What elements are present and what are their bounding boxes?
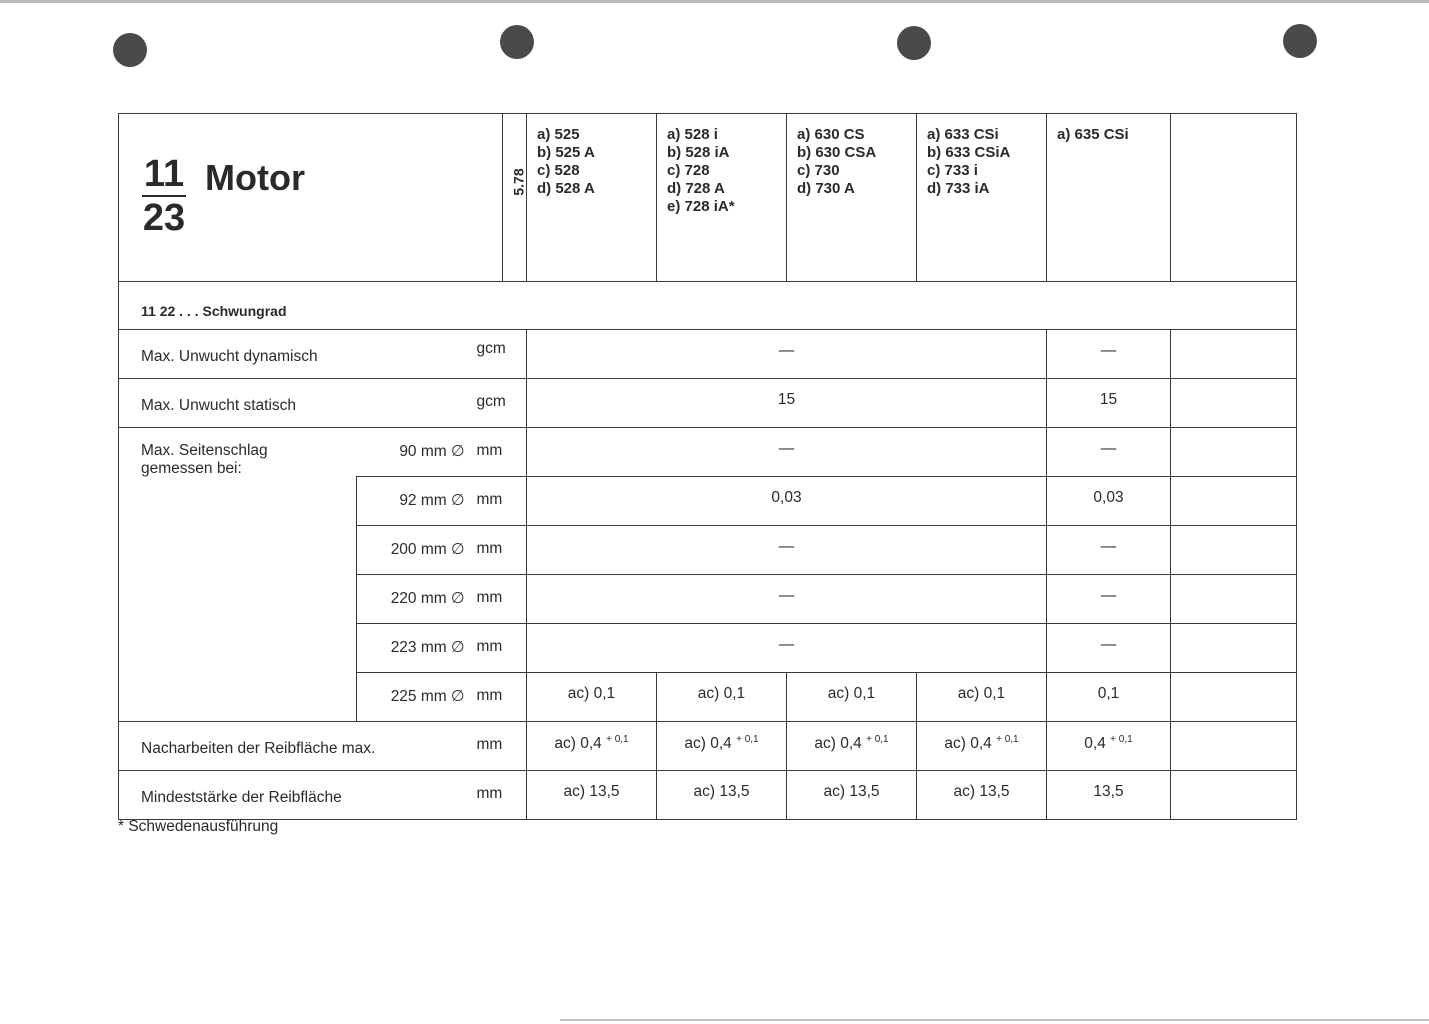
empty-cell: [1171, 575, 1297, 624]
empty-cell: [1171, 771, 1297, 820]
model-label: d) 728 A: [667, 180, 725, 197]
unit: gcm: [477, 330, 527, 379]
model-label: a) 630 CS: [797, 126, 865, 143]
unit: mm: [477, 624, 527, 673]
row-seitenschlag-90: [119, 428, 1297, 477]
empty-cell: [1171, 624, 1297, 673]
value: 13,5: [1047, 771, 1171, 820]
model-column-3: [787, 114, 917, 282]
unit: mm: [477, 477, 527, 526]
unit: mm: [477, 575, 527, 624]
value: ac) 13,5: [787, 771, 917, 820]
model-label: a) 525: [537, 126, 580, 143]
value: 0,1: [1047, 673, 1171, 722]
tolerance: + 0,1: [866, 734, 889, 745]
tolerance: + 0,1: [996, 734, 1019, 745]
value: [917, 722, 1047, 771]
value: ac) 0,1: [917, 673, 1047, 722]
tolerance: + 0,1: [606, 734, 629, 745]
row-unwucht-dynamisch: [119, 330, 1297, 379]
diameter: 92 mm ∅: [357, 477, 477, 526]
tolerance: + 0,1: [736, 734, 759, 745]
empty-cell: [1171, 477, 1297, 526]
punch-hole: [1283, 24, 1317, 58]
value: 0,03: [1047, 477, 1171, 526]
page-title: Motor: [205, 157, 305, 198]
model-label: d) 730 A: [797, 180, 855, 197]
spec-table: [118, 113, 1297, 820]
section-title: [142, 153, 305, 239]
value-text: ac) 0,4: [554, 735, 602, 753]
footnote: * Schwedenausführung: [118, 818, 279, 835]
unit: mm: [477, 673, 527, 722]
tolerance: + 0,1: [1110, 734, 1133, 745]
empty-cell: [1171, 330, 1297, 379]
row-unwucht-statisch: [119, 379, 1297, 428]
value: —: [527, 330, 1047, 379]
empty-column: [1171, 114, 1297, 282]
model-label: d) 733 iA: [927, 180, 990, 197]
punch-hole: [500, 25, 534, 59]
issue-date: 5.78: [510, 168, 527, 196]
unit: mm: [477, 722, 527, 771]
value: —: [527, 428, 1047, 477]
value: —: [527, 575, 1047, 624]
unit: mm: [477, 428, 527, 477]
row-label: Max. Unwucht dynamisch: [119, 330, 477, 379]
row-label: Mindeststärke der Reibfläche: [141, 789, 342, 806]
value: —: [527, 624, 1047, 673]
subsection-number: 23: [142, 197, 186, 239]
row-mindeststaerke: [119, 771, 1297, 820]
value: —: [1047, 575, 1171, 624]
model-column-5: [1047, 114, 1171, 282]
diameter: 220 mm ∅: [357, 575, 477, 624]
value: 0,03: [527, 477, 1047, 526]
model-label: c) 728: [667, 162, 710, 179]
value: —: [527, 526, 1047, 575]
diameter: 200 mm ∅: [357, 526, 477, 575]
model-label: b) 528 iA: [667, 144, 730, 161]
value: [1047, 722, 1171, 771]
value: [787, 722, 917, 771]
model-column-1: [527, 114, 657, 282]
value: —: [1047, 428, 1171, 477]
punch-hole: [113, 33, 147, 67]
row-label: gemessen bei:: [141, 460, 242, 477]
value: [657, 722, 787, 771]
punch-hole: [897, 26, 931, 60]
subsection-title: 11 22 . . . Schwungrad: [119, 282, 1297, 330]
diameter: 90 mm ∅: [357, 428, 477, 477]
model-label: c) 730: [797, 162, 840, 179]
value: —: [1047, 330, 1171, 379]
model-label: a) 528 i: [667, 126, 718, 143]
value: ac) 13,5: [527, 771, 657, 820]
empty-cell: [1171, 722, 1297, 771]
diameter: 223 mm ∅: [357, 624, 477, 673]
model-label: a) 635 CSi: [1057, 126, 1129, 143]
value-text: ac) 0,4: [684, 735, 732, 753]
value: ac) 13,5: [657, 771, 787, 820]
model-label: a) 633 CSi: [927, 126, 999, 143]
model-label: d) 528 A: [537, 180, 595, 197]
row-label: Max. Unwucht statisch: [119, 379, 477, 428]
empty-cell: [1171, 428, 1297, 477]
value: ac) 0,1: [787, 673, 917, 722]
model-label: e) 728 iA*: [667, 198, 735, 215]
model-label: b) 525 A: [537, 144, 595, 161]
value-text: ac) 0,4: [814, 735, 862, 753]
page-bottom-edge: [560, 1019, 1429, 1021]
model-label: c) 733 i: [927, 162, 978, 179]
empty-cell: [1171, 379, 1297, 428]
date-cell: [503, 114, 527, 282]
value: —: [1047, 526, 1171, 575]
model-column-2: [657, 114, 787, 282]
value-text: 0,4: [1084, 735, 1106, 753]
row-label: Nacharbeiten der Reibfläche max.: [119, 722, 477, 771]
unit: gcm: [477, 379, 527, 428]
seitenschlag-label: [119, 428, 357, 722]
diameter: 225 mm ∅: [357, 673, 477, 722]
page-top-edge: [0, 0, 1429, 3]
value: ac) 0,1: [657, 673, 787, 722]
value: ac) 0,1: [527, 673, 657, 722]
model-label: b) 630 CSA: [797, 144, 877, 161]
row-nacharbeiten: [119, 722, 1297, 771]
value-text: ac) 0,4: [944, 735, 992, 753]
value: 15: [527, 379, 1047, 428]
empty-cell: [1171, 673, 1297, 722]
unit: mm: [476, 785, 503, 802]
value: ac) 13,5: [917, 771, 1047, 820]
row-label: Max. Seitenschlag: [141, 442, 268, 459]
unit: mm: [477, 526, 527, 575]
value: 15: [1047, 379, 1171, 428]
empty-cell: [1171, 526, 1297, 575]
value: —: [1047, 624, 1171, 673]
model-label: c) 528: [537, 162, 580, 179]
section-number: 11: [143, 153, 185, 195]
subsection-row: [119, 282, 1297, 330]
value: [527, 722, 657, 771]
model-label: b) 633 CSiA: [927, 144, 1011, 161]
model-column-4: [917, 114, 1047, 282]
